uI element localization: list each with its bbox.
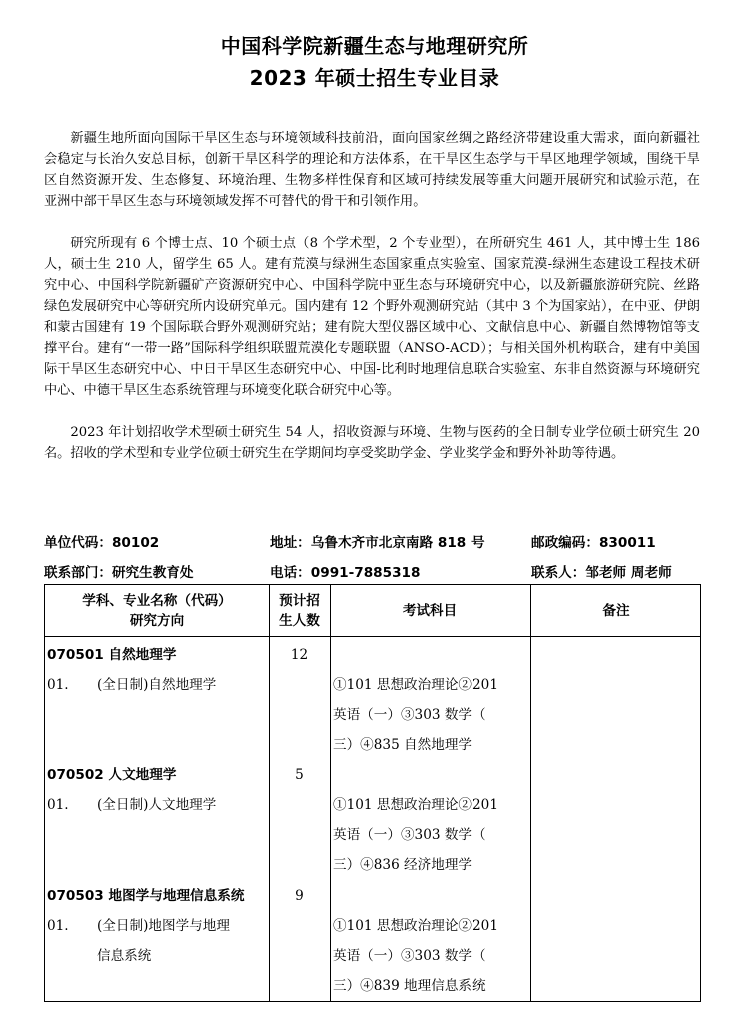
exam-subjects-line1: ①101 思想政治理论②201	[333, 918, 498, 934]
header-quota	[269, 591, 330, 631]
exam-subjects-line3: 三）④836 经济地理学	[333, 857, 473, 873]
quota-value: 9	[295, 888, 304, 904]
catalog-table	[44, 584, 701, 1002]
direction-number: 01.	[47, 677, 69, 693]
contact-department: 联系部门：研究生教育处	[44, 565, 194, 581]
document-title: 中国科学院新疆生态与地理研究所	[220, 34, 529, 58]
postcode: 邮政编码：830011	[531, 535, 656, 551]
exam-subjects-line3: 三）④839 地理信息系统	[333, 978, 486, 994]
column-divider	[330, 585, 331, 1001]
direction-name: (全日制)地图学与地理	[97, 918, 230, 934]
column-divider	[530, 585, 531, 1001]
header-notes: 备注	[602, 603, 630, 619]
quota-value: 12	[290, 647, 309, 663]
major-name: 070502 人文地理学	[47, 767, 177, 783]
direction-name-continued: 信息系统	[97, 948, 152, 964]
contact-person: 联系人：邹老师 周老师	[531, 565, 672, 581]
direction-name: (全日制)自然地理学	[97, 677, 217, 693]
quota-value: 5	[295, 767, 304, 783]
unit-code: 单位代码：80102	[44, 535, 160, 551]
exam-subjects-line2: 英语（一）③303 数学（	[333, 827, 486, 843]
header-quota-line1: 预计招	[279, 593, 320, 609]
major-name: 070503 地图学与地理信息系统	[47, 888, 245, 904]
major-name: 070501 自然地理学	[47, 647, 177, 663]
exam-subjects-line2: 英语（一）③303 数学（	[333, 707, 486, 723]
intro-paragraph-3: 2023 年计划招收学术型硕士研究生 54 人，招收资源与环境、生物与医药的全日制专业学位硕士研究生 20 名。招收的学术型和专业学位硕士研究生在学期间均享受奖助学金、学业奖学金和野外补助等待遇。	[44, 425, 700, 461]
direction-number: 01.	[47, 918, 69, 934]
direction-name: (全日制)人文地理学	[97, 797, 217, 813]
exam-subjects-line1: ①101 思想政治理论②201	[333, 677, 498, 693]
address: 地址：乌鲁木齐市北京南路 818 号	[270, 535, 485, 551]
header-divider	[45, 636, 700, 637]
document-subtitle: 2023 年硕士招生专业目录	[249, 66, 500, 90]
header-major-line2: 研究方向	[129, 613, 185, 629]
header-quota-line2: 生人数	[279, 613, 320, 629]
exam-subjects-line2: 英语（一）③303 数学（	[333, 948, 486, 964]
intro-paragraph-2: 研究所现有 6 个博士点、10 个硕士点（8 个学术型，2 个专业型），在所研究生 461 人，其中博士生 186 人，硕士生 210 人，留学生 65 人。建有荒漠与绿洲生态国家重点实验室、国家荒漠-绿洲生态建设工程技术研究中心、中国科学院新疆矿产资源研究中心、中国科学院中亚生态与环境研究中心，以及新疆旅游研究院、丝路绿色发展研究中心等研究所内设研究单元。国内建有 12 个野外观测研究站（其中 3 个为国家站），在中亚、伊朗和蒙古国建有 19 个国际联合野外观测研究站；建有院大型仪器区域中心、文献信息中心、新疆自然博物馆等支撑平台。建有“一带一路”国际科学组织联盟荒漠化专题联盟（ANSO-ACD）；与相关国外机构联合，建有中美国际干旱区生态研究中心、中日干旱区生态研究中心、中国-比利时地理信息联合实验室、东非自然资源与环境研究中心、中德干旱区生态系统管理与环境变化联合研究中心等。	[44, 236, 700, 398]
direction-number: 01.	[47, 797, 69, 813]
phone: 电话：0991-7885318	[270, 565, 421, 581]
header-major	[45, 591, 269, 631]
exam-subjects-line1: ①101 思想政治理论②201	[333, 797, 498, 813]
intro-paragraph-1: 新疆生地所面向国际干旱区生态与环境领域科技前沿，面向国家丝绸之路经济带建设重大需求，面向新疆社会稳定与长治久安总目标，创新干旱区科学的理论和方法体系，在干旱区生态学与干旱区地理学领域，围绕干旱区自然资源开发、生态修复、环境治理、生物多样性保育和区域可持续发展等重大问题开展研究和试验示范，在亚洲中部干旱区生态与环境领域发挥不可替代的骨干和引领作用。	[44, 131, 700, 209]
header-exam: 考试科目	[402, 603, 458, 619]
exam-subjects-line3: 三）④835 自然地理学	[333, 737, 473, 753]
header-major-line1: 学科、专业名称（代码）	[82, 593, 232, 609]
